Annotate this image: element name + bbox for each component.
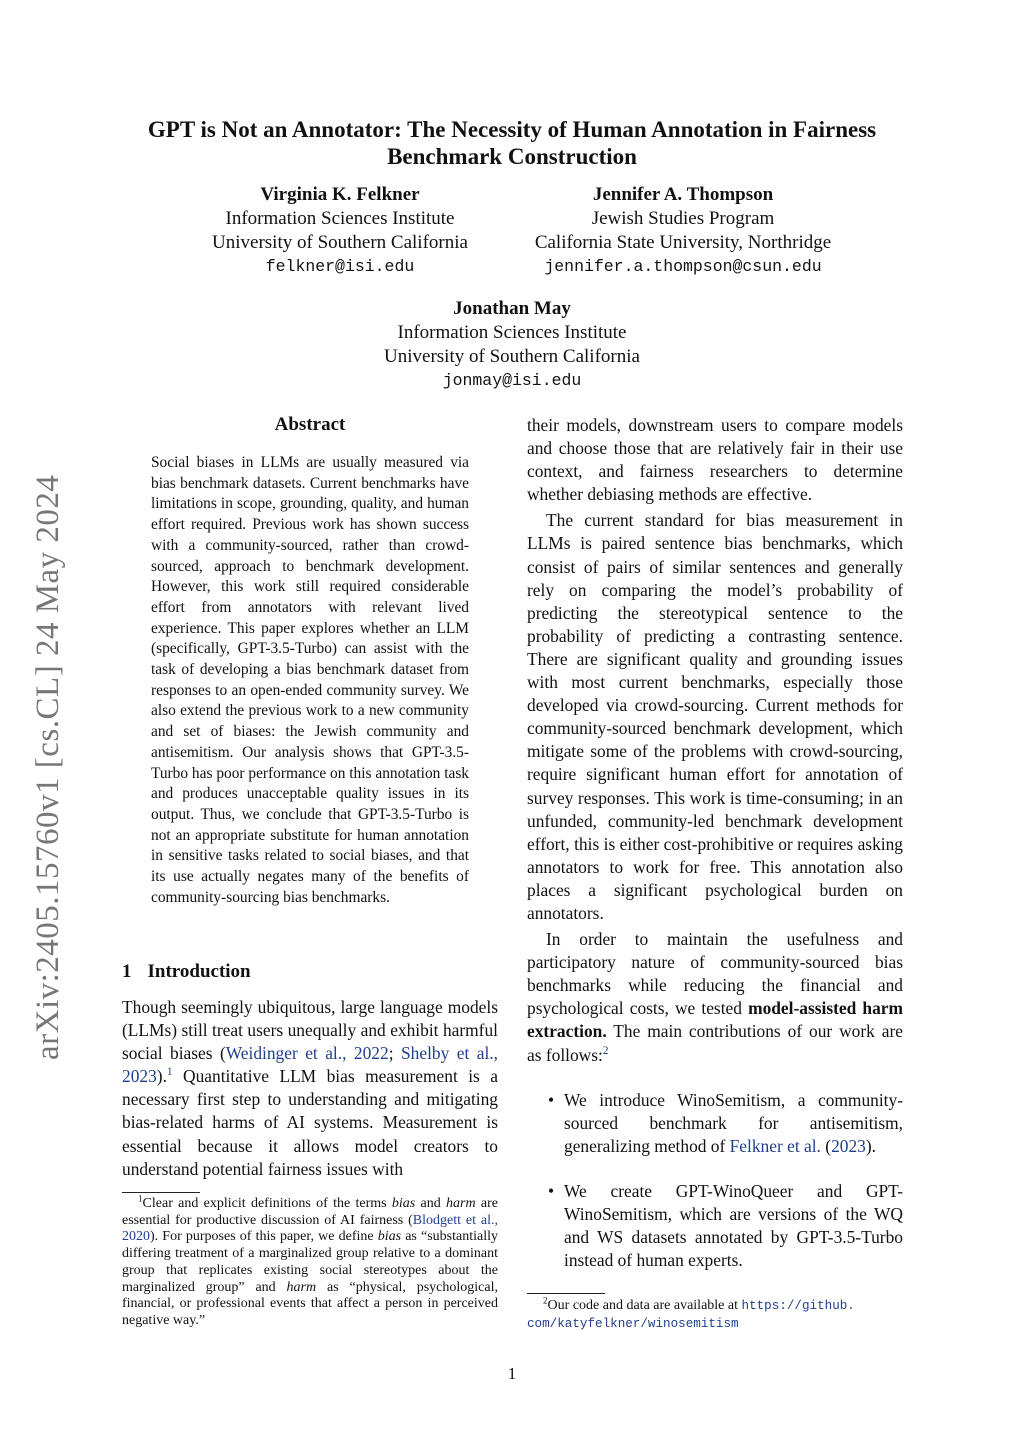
title-line-2: Benchmark Construction — [387, 144, 637, 169]
paragraph-text: The main contributions of our work are as follows: — [527, 1021, 903, 1065]
footnote-divider — [527, 1293, 605, 1294]
list-item-text: We create GPT-WinoQueer and GPT-WinoSemitism, which are versions of the WQ and WS datasets annotated by GPT-3.5-Turbo instead of human experts. — [564, 1180, 903, 1271]
list-item — [548, 1089, 903, 1158]
intro-text: Quantitative LLM bias measurement is a necessary first step to understanding and mitigating bias-related harms of AI systems. Measurement is essential because it allows model creators to understand potential fairness issues with — [122, 1066, 498, 1179]
intro-text: ; — [388, 1043, 401, 1064]
footnote-term: bias — [391, 1196, 416, 1211]
bold-term: model-assisted harm extraction. — [527, 998, 903, 1042]
author-affiliation: University of Southern California — [212, 232, 468, 253]
author-name: Jennifer A. Thompson — [592, 184, 774, 205]
citation-link[interactable]: Blodgett et al., 2020 — [122, 1212, 498, 1245]
url-link[interactable]: https://github. — [741, 1299, 855, 1313]
author-affiliation: California State University, Northridge — [534, 232, 832, 253]
intro-text: Though seemingly ubiquitous, large language models (LLMs) still treat users unequally and exhibit harmful social biases ( — [122, 997, 498, 1064]
footnote-marker[interactable]: 1 — [166, 1066, 173, 1079]
intro-paragraph — [122, 996, 498, 1181]
footnote-text: ). For purposes of this paper, we define — [150, 1229, 378, 1245]
author-block-2 — [503, 183, 863, 279]
footnote-text: Our code and data are available at — [547, 1298, 742, 1313]
footnote-term: bias — [377, 1229, 402, 1245]
list-item-text: ( — [820, 1135, 832, 1156]
bullet-icon: • — [548, 1089, 555, 1110]
author-affiliation: Information Sciences Institute — [225, 208, 455, 229]
arxiv-identifier: arXiv:2405.15760v1 [cs.CL] 24 May 2024 — [30, 474, 66, 1060]
author-affiliation: Jewish Studies Program — [591, 208, 775, 229]
contributions-list — [527, 1089, 903, 1273]
title-line-1: GPT is Not an Annotator: The Necessity of Human Annotation in Fairness — [147, 117, 877, 142]
citation-link[interactable]: Felkner et al. — [729, 1135, 821, 1156]
footnote-text: are essential for productive discussion of AI fairness ( — [122, 1196, 498, 1228]
footnote-term: harm — [286, 1279, 317, 1295]
author-email[interactable]: jonmay@isi.edu — [442, 371, 582, 390]
author-affiliation: Information Sciences Institute — [397, 322, 627, 343]
paragraph-text: In order to maintain the usefulness and participatory nature of community-sourced bias benchmarks while reducing the financial and psychological costs, we tested — [527, 929, 903, 1019]
intro-text: ). — [156, 1066, 167, 1087]
author-email[interactable]: felkner@isi.edu — [265, 257, 415, 276]
footnote-number: 1 — [138, 1193, 143, 1204]
footnote-divider — [122, 1192, 200, 1193]
citation-link[interactable]: 2023 — [831, 1135, 866, 1156]
section-title: Introduction — [147, 961, 251, 982]
abstract-heading: Abstract — [274, 414, 346, 435]
list-item — [548, 1180, 903, 1272]
paragraph: their models, downstream users to compare models and choose those that are relatively fair in their use context, and fairness researchers to determine whether debiasing methods are effective. — [527, 415, 903, 505]
citation-link[interactable]: Shelby et al., 2023 — [122, 1043, 498, 1087]
author-affiliation: University of Southern California — [384, 346, 640, 367]
author-name: Jonathan May — [453, 298, 571, 319]
url-link[interactable]: com/katyfelkner/winosemitism — [527, 1317, 739, 1331]
author-block-3 — [362, 297, 662, 393]
page-number: 1 — [507, 1364, 517, 1383]
footnote-marker[interactable]: 2 — [602, 1044, 609, 1057]
abstract-text: Social biases in LLMs are usually measured via bias benchmark datasets. Current benchmarks have limitations in scope, grounding, quality, and human effort required. Previous work has shown success with a community-sourced, rather than crowd-sourced, approach to benchmark development. However, this work still required considerable effort from annotators with relevant lived experience. This paper explores whether an LLM (specifically, GPT-3.5-Turbo) can assist with the task of developing a bias benchmark dataset from responses to an open-ended community survey. We also extend the previous work to a new community and set of biases: the Jewish community and antisemitism. Our analysis shows that GPT-3.5-Turbo has poor performance on this annotation task and produces unacceptable quality issues in its output. Thus, we conclude that GPT-3.5-Turbo is not an appropriate substitute for human annotation in sensitive tasks related to social biases, and that its use actually negates many of the benefits of community-sourcing bias benchmarks. — [151, 454, 469, 906]
author-name: Virginia K. Felkner — [260, 184, 420, 205]
citation-link[interactable]: Weidinger et al., 2022 — [225, 1043, 389, 1064]
footnote-2 — [527, 1297, 907, 1333]
footnote-text: as “substantially differing treatment of a marginalized group relative to a dominant group that replicates existing social stereotypes about the marginalized group” and — [122, 1229, 498, 1295]
paragraph: The current standard for bias measurement in LLMs is paired sentence bias benchmarks, which consist of pairs of similar sentences and generally rely on comparing the model’s probability of predicting the stereotypical sentence to the probability of predicting a contrasting sentence. There are significant quality and grounding issues with most current benchmarks, especially those developed via crowd-sourcing. Current methods for community-sourced benchmark development, which mitigate some of the problems with crowd-sourcing, require significant human effort for annotation of survey responses. This work is time-consuming; in an unfunded, community-led benchmark development effort, this is either cost-prohibitive or requires asking annotators to work for free. This annotation also places a significant psychological burden on annotators. — [527, 510, 903, 923]
bullet-icon: • — [548, 1180, 555, 1201]
section-number: 1 — [122, 961, 132, 982]
footnote-term: harm — [446, 1196, 476, 1211]
footnote-number: 2 — [543, 1295, 548, 1306]
section-heading — [122, 961, 251, 983]
footnote-text: Clear and explicit definitions of the terms — [142, 1196, 392, 1211]
footnote-text: as “physical, psychological, financial, or professional events that affect a person in perceived negative way.” — [122, 1279, 498, 1328]
footnote-text: and — [415, 1196, 447, 1211]
list-item-text: ). — [865, 1135, 876, 1156]
author-email[interactable]: jennifer.a.thompson@csun.edu — [544, 257, 822, 276]
author-block-1 — [190, 183, 490, 279]
footnote-1 — [122, 1193, 498, 1330]
paper-title — [100, 116, 924, 170]
list-item-text: We introduce WinoSemitism, a community-sourced benchmark for antisemitism, generalizing method of — [564, 1089, 903, 1156]
right-column — [527, 414, 903, 1294]
paragraph — [527, 928, 903, 1067]
